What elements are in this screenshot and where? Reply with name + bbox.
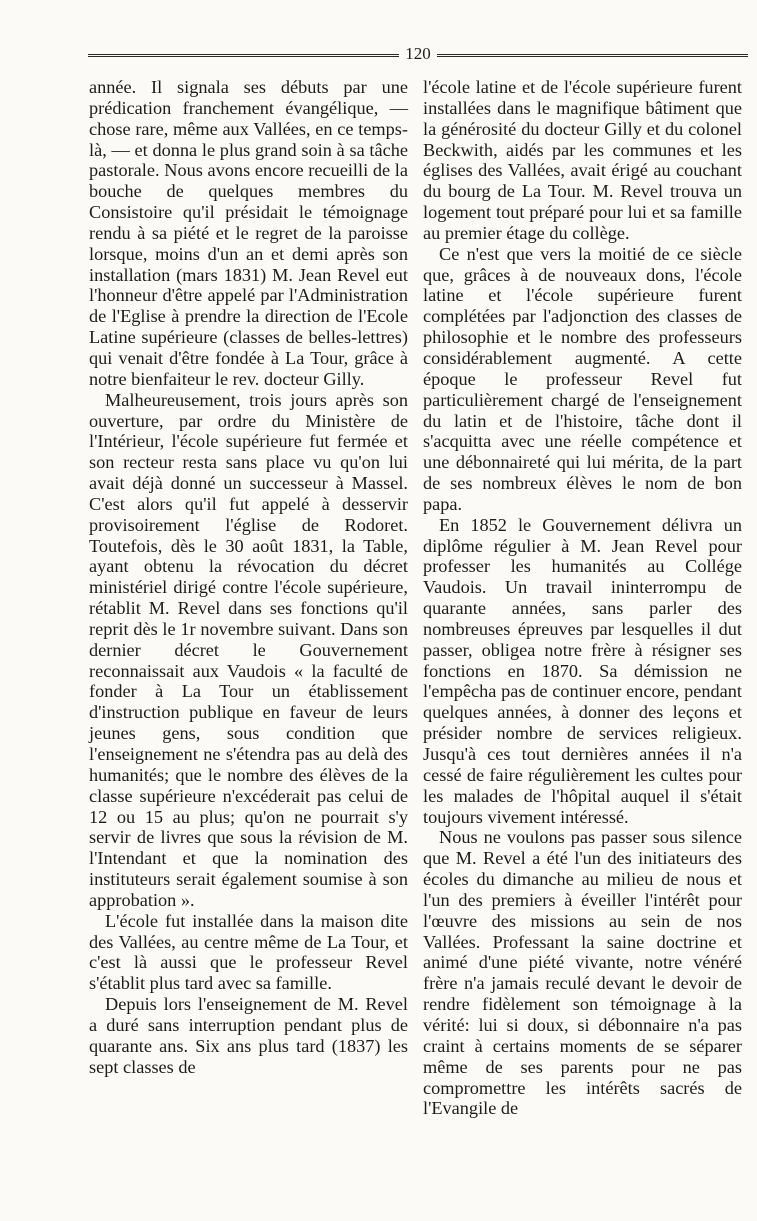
header-rule-right: [437, 54, 748, 57]
paragraph: En 1852 le Gouvernement délivra un diplôme régulier à M. Jean Revel pour professer les humanités au Collége Vaudois. Un travail ininterrompu de quarante années, sans parler des nombreuses épreuves par lesquelles il dut passer, obligea notre frère à résigner ses fonctions en 1870. Sa démission ne l'empêcha pas de continuer encore, pendant quelques années, à donner des leçons et présider nombre de services religieux. Jusqu'à ces tout dernières années il n'a cessé de faire régulièrement les cultes pour les malades de l'hôpital auquel il s'était toujours vivement intéressé.: [423, 514, 742, 827]
paragraph: Malheureusement, trois jours après son ouverture, par ordre du Ministère de l'Intérieur, l'école supérieure fut fermée et son recteur resta sans place vu qu'on lui avait déjà donné un successeur à Massel. C'est alors qu'il fut appelé à desservir provisoirement l'église de Rodoret. Toutefois, dès le 30 août 1831, la Table, ayant obtenu la révocation du décret ministériel dirigé contre l'école supérieure, rétablit M. Revel dans ses fonctions qu'il reprit dès le 1r novembre suivant. Dans son dernier décret le Gouvernement reconnaissait aux Vaudois « la faculté de fonder à La Tour un établissement d'instruction publique en faveur de leurs jeunes gens, sous condition que l'enseignement ne s'étendra pas au delà des humanités; que le nombre des élèves de la classe supérieure n'excéderait pas celui de 12 ou 15 au plus; qu'on ne pourrait s'y servir de livres que sous la révision de M. l'Intendant et que la nomination des instituteurs serait également soumise à son approbation ».: [89, 389, 408, 910]
paragraph: Ce n'est que vers la moitié de ce siècle que, grâces à de nouveaux dons, l'école latine et l'école supérieure furent complétées par l'adjonction des classes de philosophie et le nombre des professeurs considérablement augmenté. A cette époque le professeur Revel fut particulièrement chargé de l'enseignement du latin et de l'histoire, tâche dont il s'acquitta avec une réelle compétence et une débonnaireté qui lui mérita, de la part de ses nombreux élèves le nom de bon papa.: [423, 243, 742, 514]
paragraph: année. Il signala ses débuts par une prédication franchement évangélique, — chose rare, même aux Vallées, en ce temps-là, — et donna le plus grand soin à sa tâche pastorale. Nous avons encore recueilli de la bouche de quelques membres du Consistoire qu'il présidait le témoignage rendu à sa piété et le regret de la paroisse lorsque, moins d'un an et demi après son installation (mars 1831) M. Jean Revel eut l'honneur d'être appelé par l'Administration de l'Eglise à prendre la direction de l'Ecole Latine supérieure (classes de belles-lettres) qui venait d'être fondée à La Tour, grâce à notre bienfaiteur le rev. docteur Gilly.: [89, 77, 408, 389]
page-number: 120: [405, 44, 431, 63]
header-rule-left: [88, 54, 399, 57]
paragraph: Nous ne voulons pas passer sous silence que M. Revel a été l'un des initiateurs des écoles du dimanche au milieu de nous et l'un des premiers à éveiller l'intérêt pour l'œuvre des missions au sein de nos Vallées. Professant la saine doctrine et animé d'une piété vivante, notre vénéré frère n'a jamais reculé devant le devoir de rendre fidèlement son témoignage à la vérité: lui si doux, si débonnaire n'a pas craint à certains moments de se séparer même de ses parents pour ne pas compromettre les intérêts sacrés de l'Evangile de: [423, 827, 742, 1119]
paragraph: Depuis lors l'enseignement de M. Revel a duré sans interruption pendant plus de quarante ans. Six ans plus tard (1837) les sept classes de: [89, 994, 408, 1077]
page-header: [88, 42, 748, 66]
paragraph: L'école fut installée dans la maison dite des Vallées, au centre même de La Tour, et c'est là aussi que le professeur Revel s'établit plus tard avec sa famille.: [89, 910, 408, 994]
left-column: [89, 77, 408, 1078]
paragraph: l'école latine et de l'école supérieure furent installées dans le magnifique bâtiment que la générosité du docteur Gilly et du colonel Beckwith, aidés par les communes et les églises des Vallées, avait érigé au couchant du bourg de La Tour. M. Revel trouva un logement tout préparé pour lui et sa famille au premier étage du collège.: [423, 77, 742, 243]
right-column: [423, 77, 742, 1119]
